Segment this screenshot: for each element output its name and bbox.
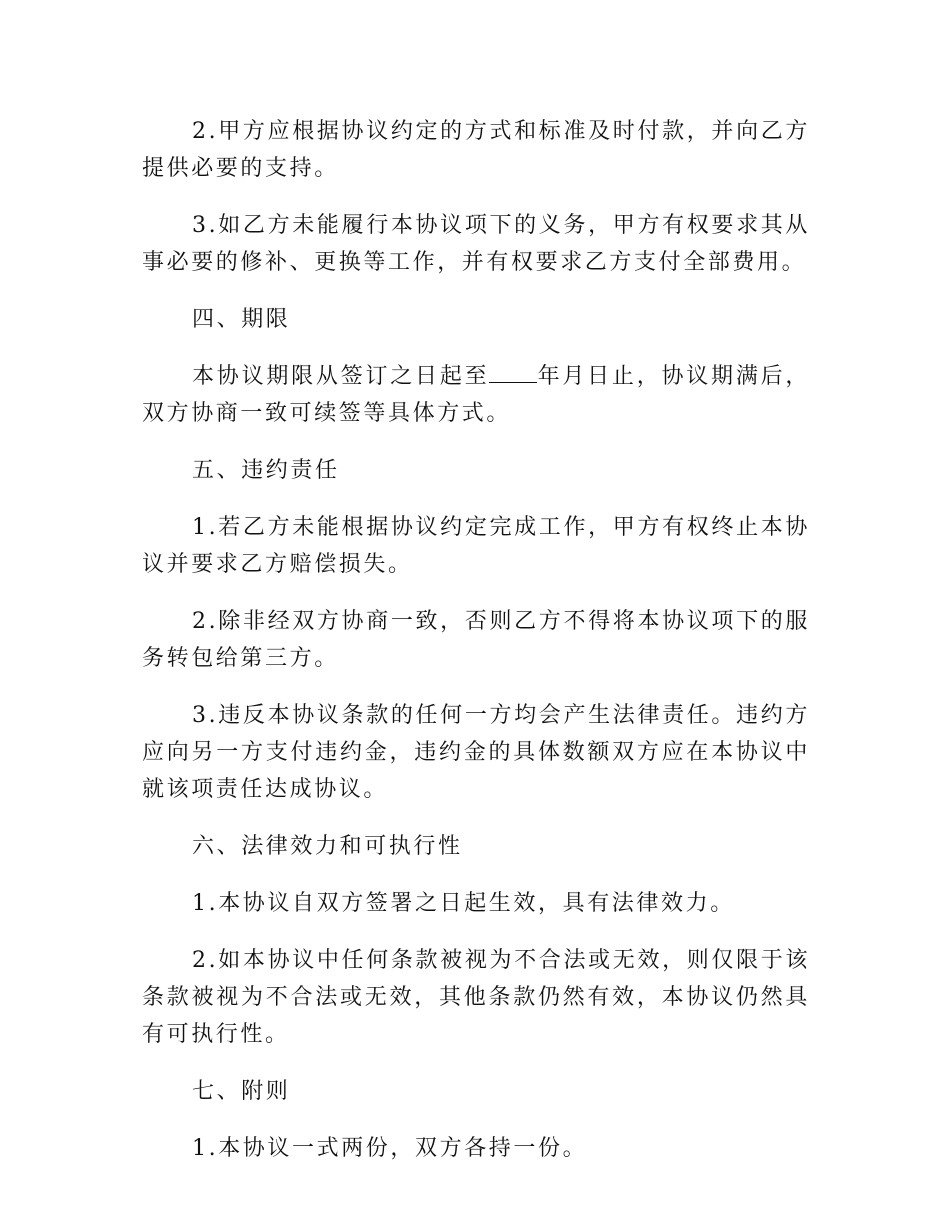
clause-3-3-paragraph: 3.如乙方未能履行本协议项下的义务，甲方有权要求其从事必要的修补、更换等工作，并有权要求乙方支付全部费用。 <box>142 213 810 275</box>
section-7-heading: 七、附则 <box>192 1079 291 1104</box>
clause-5-2-paragraph: 2.除非经双方协商一致，否则乙方不得将本协议项下的服务转包给第三方。 <box>142 609 810 671</box>
section-6-heading: 六、法律效力和可执行性 <box>192 834 463 859</box>
clause-6-2-paragraph: 2.如本协议中任何条款被视为不合法或无效，则仅限于该条款被视为不合法或无效，其他条款仍然有效，本协议仍然具有可执行性。 <box>142 948 810 1047</box>
section-5-heading: 五、违约责任 <box>192 458 340 483</box>
term-text-before-blank: 本协议期限从签订之日起至 <box>192 364 490 389</box>
clause-5-3-paragraph: 3.违反本协议条款的任何一方均会产生法律责任。违约方应向另一方支付违约金，违约金的具体数额双方应在本协议中就该项责任达成协议。 <box>142 703 810 802</box>
clause-3-2-paragraph: 2.甲方应根据协议约定的方式和标准及时付款，并向乙方提供必要的支持。 <box>142 119 810 181</box>
clause-5-1-paragraph: 1.若乙方未能根据协议约定完成工作，甲方有权终止本协议并要求乙方赔偿损失。 <box>142 515 810 577</box>
clause-7-1-paragraph: 1.本协议一式两份，双方各持一份。 <box>192 1136 588 1161</box>
section-4-heading: 四、期限 <box>192 307 291 332</box>
term-paragraph <box>142 358 810 432</box>
term-text-after-blank: 年月日止，协议期满后，双方协商一致可续签等具体方式。 <box>142 364 810 426</box>
date-blank-underline <box>489 360 537 383</box>
clause-6-1-paragraph: 1.本协议自双方签署之日起生效，具有法律效力。 <box>192 891 735 916</box>
